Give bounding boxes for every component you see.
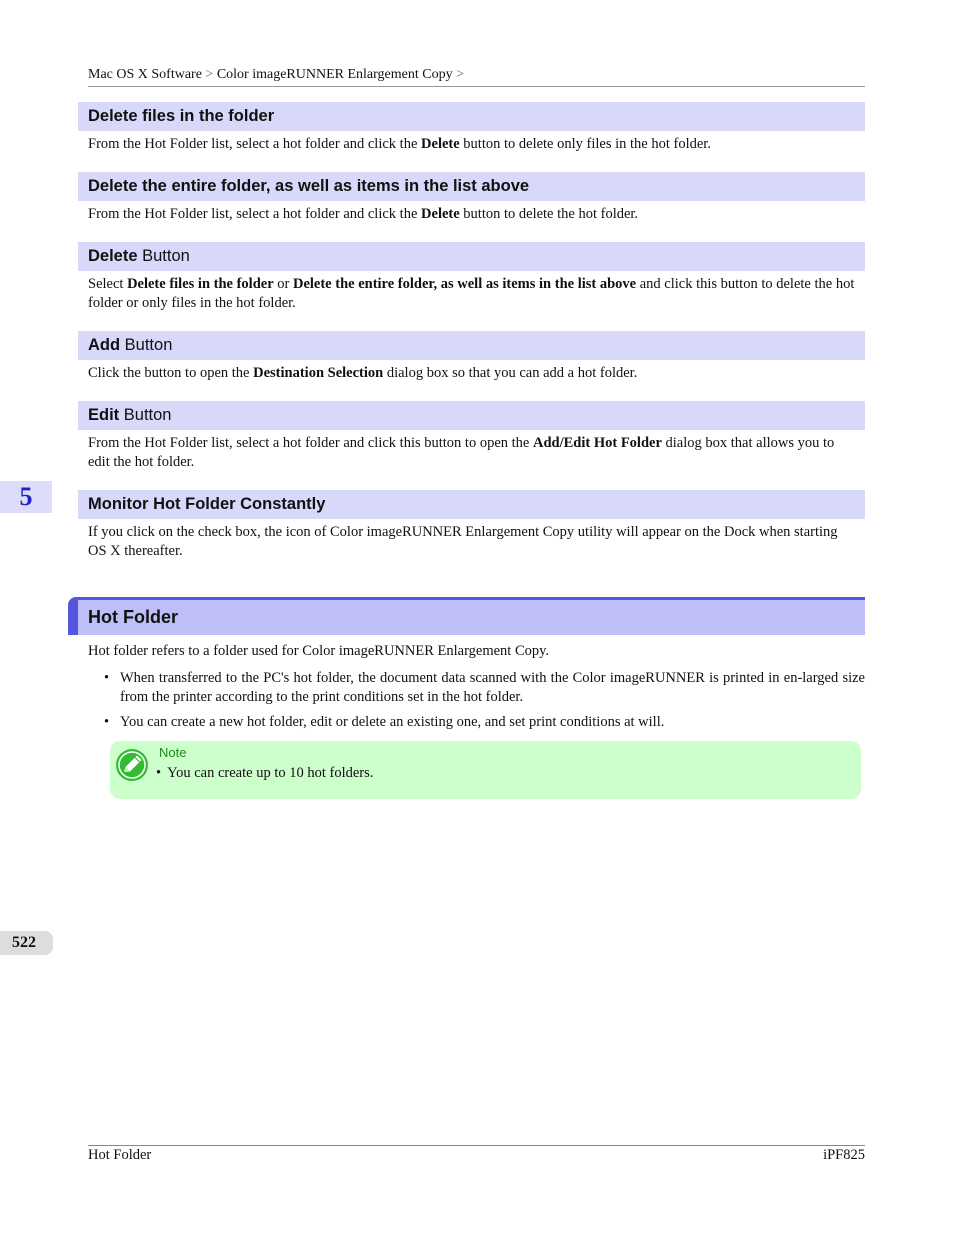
section-body: From the Hot Folder list, select a hot folder and click the Delete button to delete the hot folder. <box>88 206 639 222</box>
note-box <box>110 741 861 799</box>
section-heading: Monitor Hot Folder Constantly <box>78 490 865 519</box>
breadcrumb-separator: > <box>456 67 464 82</box>
hot-folder-heading: Hot Folder <box>68 597 865 635</box>
section-delete-entire-folder <box>78 172 865 224</box>
section-delete-button <box>78 242 865 313</box>
footer-section-title: Hot Folder <box>88 1147 152 1163</box>
section-heading: Delete Button <box>78 242 865 271</box>
section-heading: Add Button <box>78 331 865 360</box>
pencil-note-icon <box>114 747 150 783</box>
section-body: Select Delete files in the folder or Delete the entire folder, as well as items in the list above and click this button to delete the hot folder or only files in the hot folder. <box>88 276 855 311</box>
section-edit-button <box>78 401 865 472</box>
section-heading: Delete the entire folder, as well as items in the list above <box>78 172 865 201</box>
breadcrumb-part-software[interactable]: Mac OS X Software <box>88 67 202 82</box>
section-body: From the Hot Folder list, select a hot folder and click this button to open the Add/Edit Hot Folder dialog box that allows you to edit the hot folder. <box>88 435 835 470</box>
chapter-tab[interactable]: 5 <box>0 481 52 513</box>
footer-divider <box>88 1145 865 1146</box>
section-heading: Edit Button <box>78 401 865 430</box>
footer-model-name: iPF825 <box>823 1147 865 1163</box>
breadcrumb-part-app[interactable]: Color imageRUNNER Enlargement Copy <box>216 67 453 82</box>
hot-folder-bullet-list <box>104 669 865 738</box>
section-body: Click the button to open the Destination Selection dialog box so that you can add a hot folder. <box>88 365 638 381</box>
section-monitor-hot-folder <box>78 490 865 561</box>
section-body: From the Hot Folder list, select a hot folder and click the Delete button to delete only files in the hot folder. <box>88 136 711 152</box>
section-heading: Delete files in the folder <box>78 102 865 131</box>
page-number: 522 <box>0 931 53 955</box>
hot-folder-intro: Hot folder refers to a folder used for Color imageRUNNER Enlargement Copy. <box>88 643 550 659</box>
breadcrumb <box>88 66 865 87</box>
note-title: Note <box>159 745 187 760</box>
section-body: If you click on the check box, the icon of Color imageRUNNER Enlargement Copy utility will appear on the Dock when starting OS X thereafter. <box>88 524 838 559</box>
breadcrumb-separator: > <box>205 67 214 82</box>
section-delete-files <box>78 102 865 154</box>
list-item: • You can create up to 10 hot folders. <box>156 765 374 781</box>
section-add-button <box>78 331 865 383</box>
list-item: • You can create a new hot folder, edit or delete an existing one, and set print conditions at will. <box>104 714 665 730</box>
list-item: • When transferred to the PC's hot folder, the document data scanned with the Color imageRUNNER is printed in en-larged size from the printer according to the print conditions set in the hot folder. <box>104 670 865 705</box>
